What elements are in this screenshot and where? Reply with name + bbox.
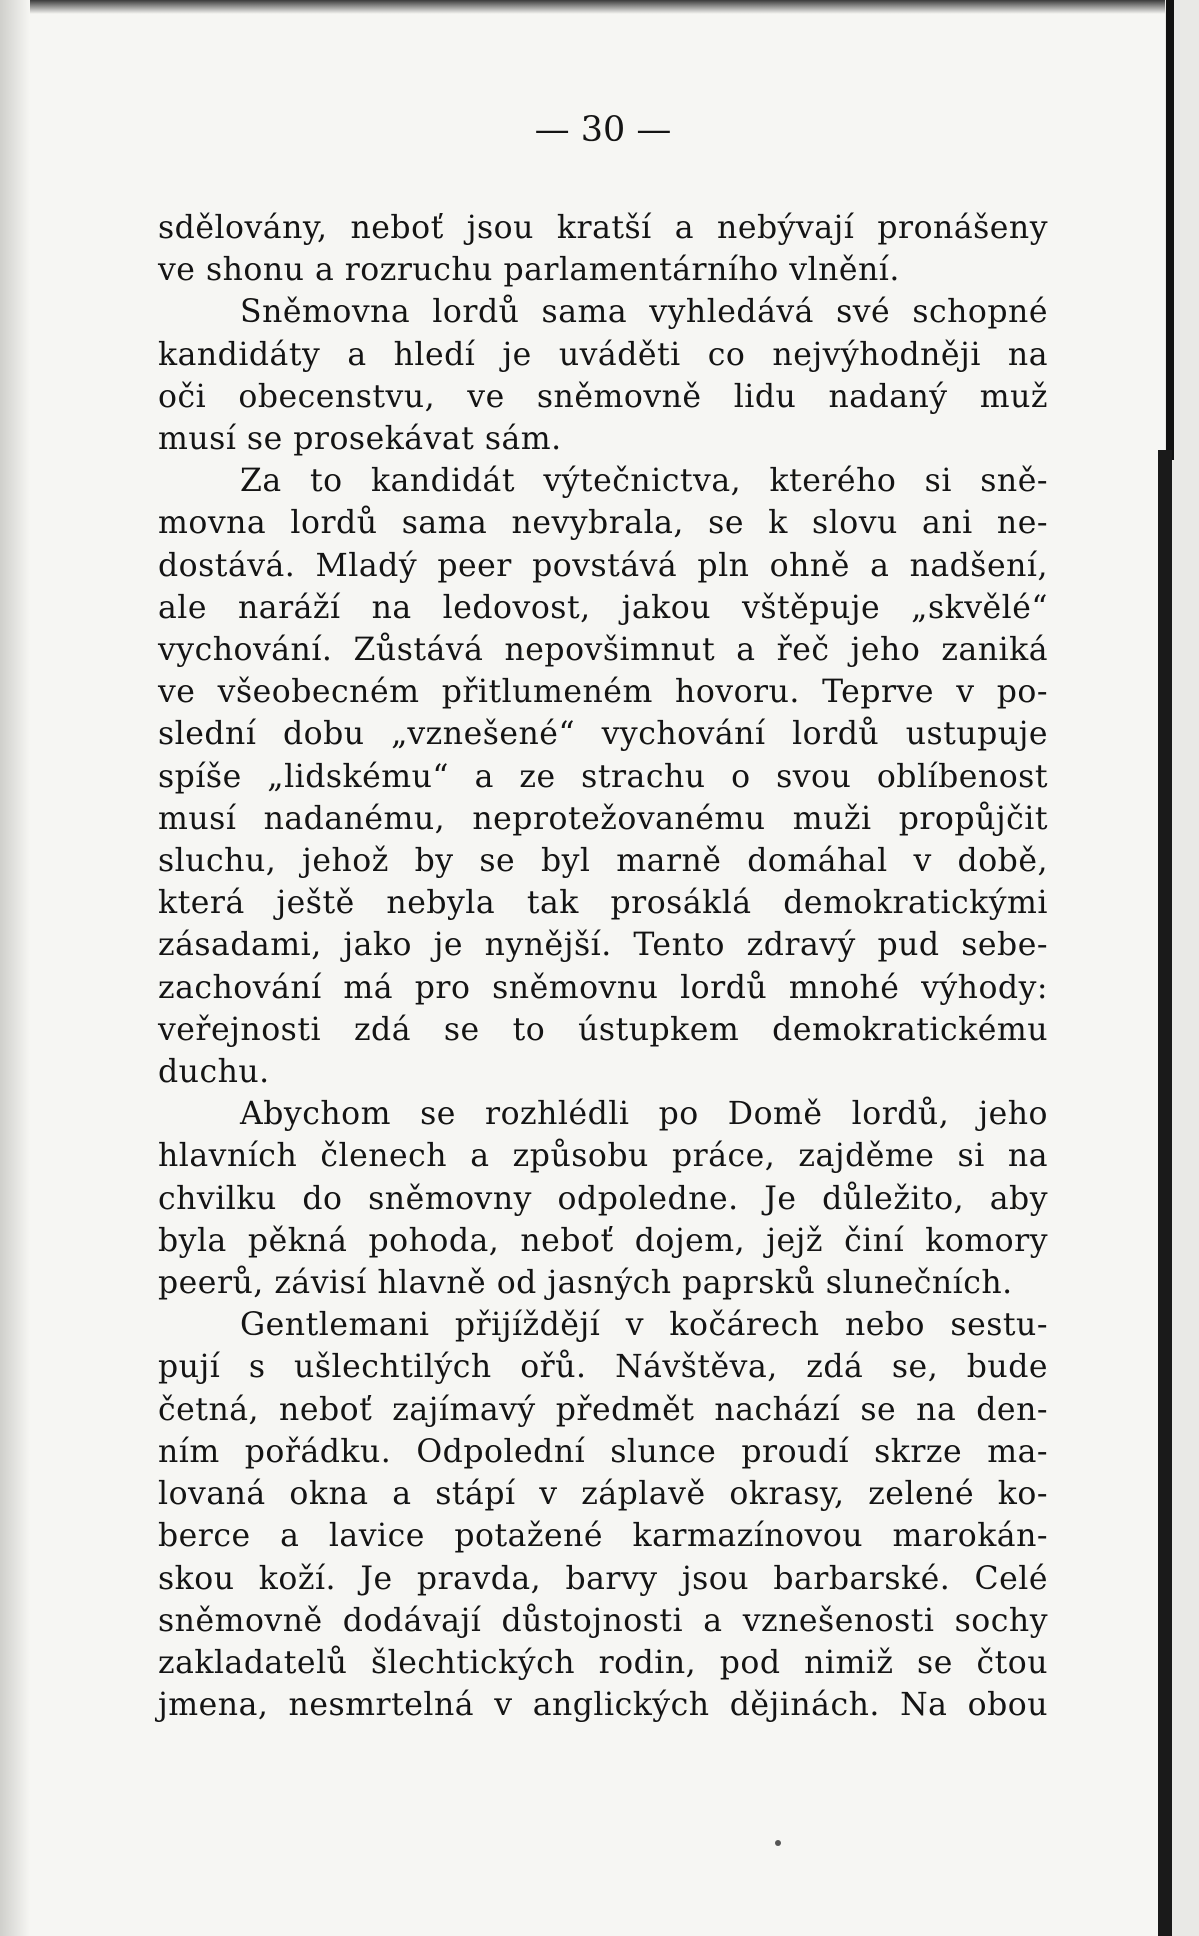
text-line: musí se prosekávat sám. <box>158 421 562 458</box>
text-line: která ještě nebyla tak prosáklá demokratickými <box>158 885 1048 922</box>
text-line: sdělovány, neboť jsou kratší a nebývají pronášeny <box>158 210 1048 246</box>
scan-top-shadow <box>0 0 1199 14</box>
text-line: Gentlemani přijíždějí v kočárech nebo sestu- <box>240 1307 1048 1344</box>
paragraph <box>158 1304 1048 1726</box>
text-line: sněmovně dodávají důstojnosti a vznešenosti sochy <box>158 1602 1048 1639</box>
text-line: ve všeobecném přitlumeném hovoru. Teprve v po- <box>158 674 1048 711</box>
scan-left-shadow <box>0 0 30 1936</box>
text-line: byla pěkná pohoda, neboť dojem, jejž činí komory <box>158 1222 1048 1259</box>
text-line: ve shonu a rozruchu parlamentárního vlnění. <box>158 252 900 289</box>
text-line: movna lordů sama nevybrala, se k slovu ani ne- <box>158 505 1048 542</box>
text-line: berce a lavice potažené karmazínovou marokán- <box>158 1518 1048 1555</box>
paper-speck <box>775 1840 781 1846</box>
text-line: skou koží. Je pravda, barvy jsou barbarské. Celé <box>158 1560 1048 1597</box>
text-line: četná, neboť zajímavý předmět nachází se na den- <box>158 1391 1048 1428</box>
text-line: ním pořádku. Odpolední slunce proudí skrze ma- <box>158 1433 1048 1470</box>
text-line: Abychom se rozhlédli po Domě lordů, jeho <box>240 1096 1048 1133</box>
paragraph <box>158 460 1048 1093</box>
text-line: slední dobu „vznešené“ vychování lordů ustupuje <box>158 716 1048 753</box>
text-line: veřejnosti zdá se to ústupkem demokratickému <box>158 1011 1048 1048</box>
text-line: dostává. Mladý peer povstává pln ohně a nadšení, <box>158 547 1048 584</box>
text-line: lovaná okna a stápí v záplavě okrasy, zelené ko- <box>158 1476 1048 1513</box>
text-line: spíše „lidskému“ a ze strachu o svou oblíbenost <box>158 758 1048 795</box>
text-line: kandidáty a hledí je uváděti co nejvýhodněji na <box>158 336 1048 373</box>
paragraph <box>158 1093 1048 1304</box>
text-line: sluchu, jehož by se byl marně domáhal v době, <box>158 843 1048 880</box>
text-line: zachování má pro sněmovnu lordů mnohé výhody: <box>158 969 1048 1006</box>
text-line: jmena, nesmrtelná v anglických dějinách. Na obou <box>158 1687 1048 1724</box>
text-line: zásadami, jako je nynější. Tento zdravý pud sebe- <box>158 927 1048 964</box>
text-line: duchu. <box>158 1054 270 1091</box>
text-line: ale naráží na ledovost, jakou vštěpuje „skvělé“ <box>158 589 1048 626</box>
text-line: vychování. Zůstává nepovšimnut a řeč jeho zaniká <box>158 632 1048 669</box>
text-line: oči obecenstvu, ve sněmovně lidu nadaný muž <box>158 378 1048 415</box>
page-number: — 30 — <box>534 110 672 150</box>
page-content <box>158 105 1048 1726</box>
text-line: chvilku do sněmovny odpoledne. Je důležito, aby <box>158 1180 1048 1217</box>
text-line: pují s ušlechtilých ořů. Návštěva, zdá se, bude <box>158 1349 1048 1386</box>
text-line: Sněmovna lordů sama vyhledává své schopné <box>240 294 1048 331</box>
text-line: Za to kandidát výtečnictva, kterého si sně- <box>240 463 1048 500</box>
text-line: zakladatelů šlechtických rodin, pod nimiž se čtou <box>158 1644 1048 1681</box>
binding-shadow-upper <box>1166 0 1174 460</box>
binding-shadow-lower <box>1158 450 1172 1936</box>
paragraph <box>158 207 1048 291</box>
text-line: hlavních členech a způsobu práce, zajděme si na <box>158 1138 1048 1175</box>
text-line: peerů, závisí hlavně od jasných paprsků slunečních. <box>158 1265 1013 1302</box>
paragraph <box>158 291 1048 460</box>
text-line: musí nadanému, neprotežovanému muži propůjčit <box>158 800 1048 837</box>
